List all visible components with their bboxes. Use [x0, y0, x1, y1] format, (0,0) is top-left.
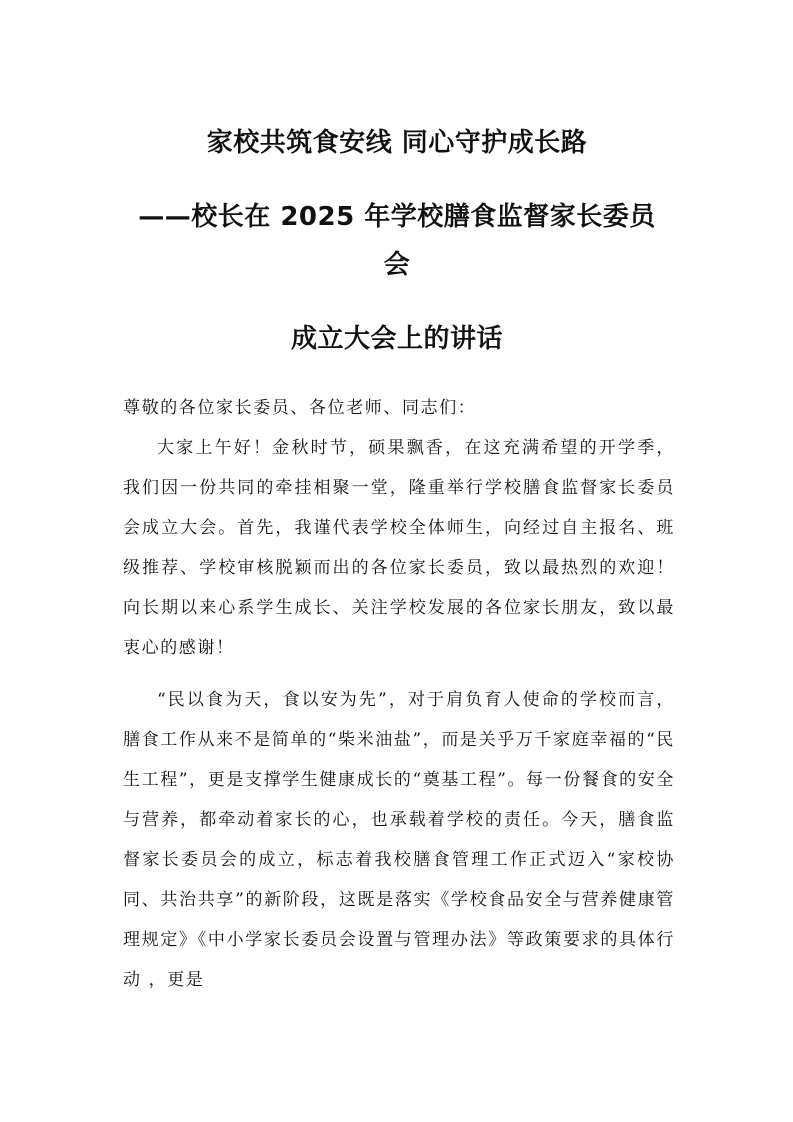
document-title-line-1: 家校共筑食安线 同心守护成长路: [206, 128, 588, 158]
salutation: 尊敬的各位家长委员、各位老师、同志们：: [123, 398, 477, 418]
document-title-line-2: ——校长在 2025 年学校膳食监督家长委员: [138, 202, 656, 232]
document-subtitle: 成立大会上的讲话: [290, 324, 503, 354]
document-title-line-3: 会: [383, 250, 411, 280]
paragraph-2: “民以食为天，食以安为先”，对于肩负育人使命的学校而言，膳食工作从来不是简单的“柴米油盐”，而是关乎万千家庭幸福的“民生工程”，更是支撑学生健康成长的“奠基工程”。每一份餐食的安全与营养，都牵动着家长的心，也承载着学校的责任。今天，膳食监督家长委员会的成立，标志着我校膳食管理工作正式迈入“家校协同、共治共享”的新阶段，这既是落实《学校食品安全与营养健康管理规定》《中小学家长委员会设置与管理办法》等政策要求的具体行动 ，更是: [123, 690, 675, 990]
paragraph-1: 大家上午好！金秋时节，硕果飘香，在这充满希望的开学季，我们因一份共同的牵挂相聚一堂，隆重举行学校膳食监督家长委员会成立大会。首先，我谨代表学校全体师生，向经过自主报名、班级推荐、学校审核脱颖而出的各位家长委员，致以最热烈的欢迎！向长期以来心系学生成长、关注学校发展的各位家长朋友，致以最衷心的感谢！: [123, 438, 675, 658]
